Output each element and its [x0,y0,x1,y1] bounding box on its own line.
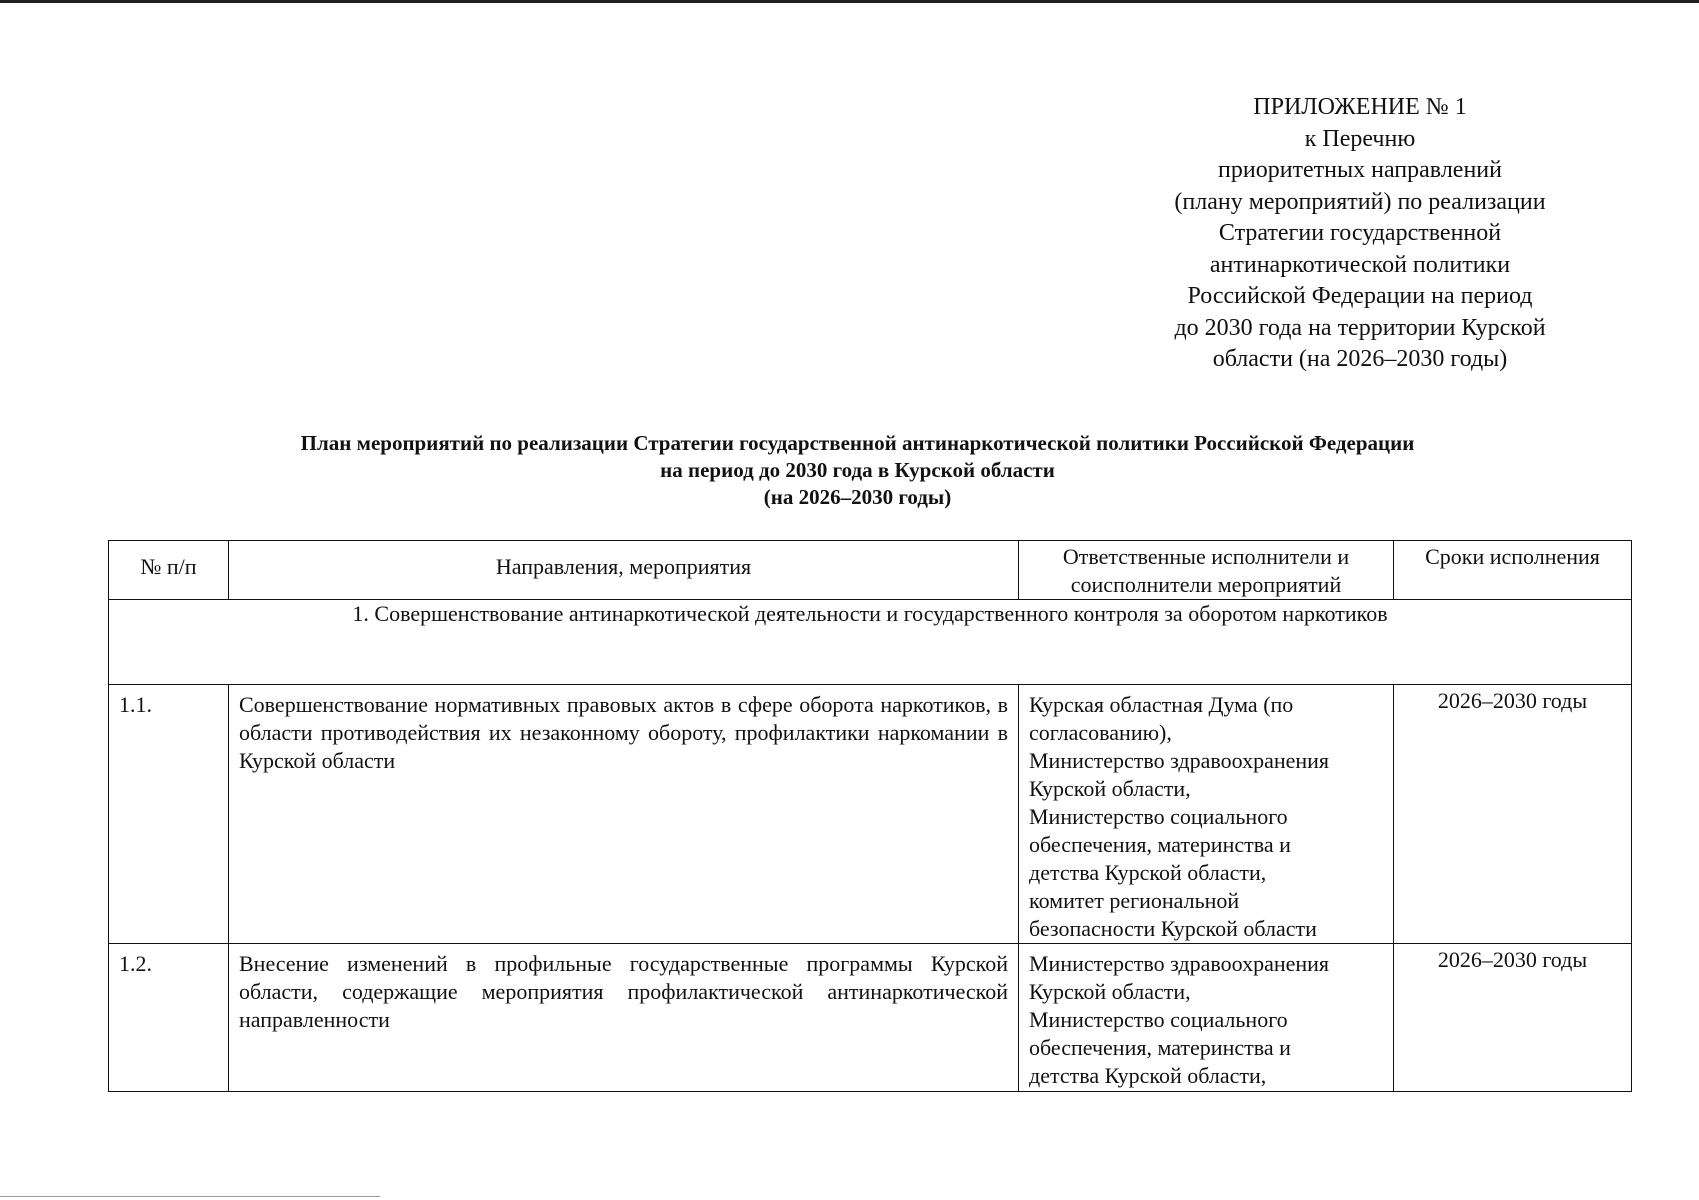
responsible-line: Курская областная Дума (по [1029,692,1294,717]
appendix-line: Российской Федерации на период [1187,283,1533,309]
header-responsible: Ответственные исполнители и соисполнители мероприятий [1019,541,1394,600]
responsible-line: согласованию), [1029,720,1172,745]
responsible-line: детства Курской области, [1029,860,1267,885]
appendix-line: антинаркотической политики [1209,251,1511,278]
row-direction: Совершенствование нормативных правовых актов в сфере оборота наркотиков, в области противодействия их незаконному обороту, профилактики наркомании в Курской области [229,685,1019,944]
responsible-line: комитет региональной [1029,888,1240,913]
responsible-line: Курской области, [1029,979,1191,1004]
plan-title-line-2: на период до 2030 года в Курской области [660,458,1055,482]
appendix-line: (плану мероприятий) по реализации [1174,188,1546,215]
appendix-block [1100,92,1620,376]
row-responsible [1019,944,1394,1092]
table-row [109,944,1632,1092]
responsible-line: Министерство социального [1029,804,1288,829]
row-term: 2026–2030 годы [1394,944,1632,1092]
responsible-line: детства Курской области, [1029,1063,1267,1088]
plan-title-line-1: План мероприятий по реализации Стратегии государственной антинаркотической политики Российской Федерации [300,431,1415,455]
appendix-line: Стратегии государственной [1218,220,1502,246]
row-direction: Внесение изменений в профильные государственные программы Курской области, содержащие мероприятия профилактической антинаркотической направленности [229,944,1019,1092]
header-num: № п/п [109,541,229,600]
responsible-line: обеспечения, материнства и [1029,832,1291,857]
header-term: Сроки исполнения [1394,541,1632,600]
plan-table [108,540,1632,1092]
row-term: 2026–2030 годы [1394,685,1632,944]
responsible-line: безопасности Курской области [1029,916,1317,941]
appendix-line: до 2030 года на территории Курской [1174,314,1546,341]
responsible-line: Министерство социального [1029,1007,1288,1032]
header-direction: Направления, мероприятия [229,541,1019,600]
plan-title [150,430,1565,511]
scan-edge-top [0,0,1699,3]
section-row [109,600,1632,685]
scan-edge-bottom [0,1196,380,1197]
appendix-line: ПРИЛОЖЕНИЕ № 1 [1253,94,1467,120]
responsible-line: Министерство здравоохранения [1029,951,1330,976]
appendix-line: области (на 2026–2030 годы) [1212,346,1508,372]
row-number: 1.1. [109,685,229,944]
row-responsible [1019,685,1394,944]
responsible-line: Курской области, [1029,776,1191,801]
appendix-line: приоритетных направлений [1218,157,1502,183]
table-row [109,685,1632,944]
responsible-line: обеспечения, материнства и [1029,1035,1291,1060]
row-number: 1.2. [109,944,229,1092]
section-title: 1. Совершенствование антинаркотической деятельности и государственного контроля за оборотом наркотиков [109,600,1632,685]
appendix-line: к Перечню [1304,125,1416,152]
plan-title-line-3: (на 2026–2030 годы) [763,485,952,509]
responsible-line: Министерство здравоохранения [1029,748,1330,773]
table-header-row [109,541,1632,600]
